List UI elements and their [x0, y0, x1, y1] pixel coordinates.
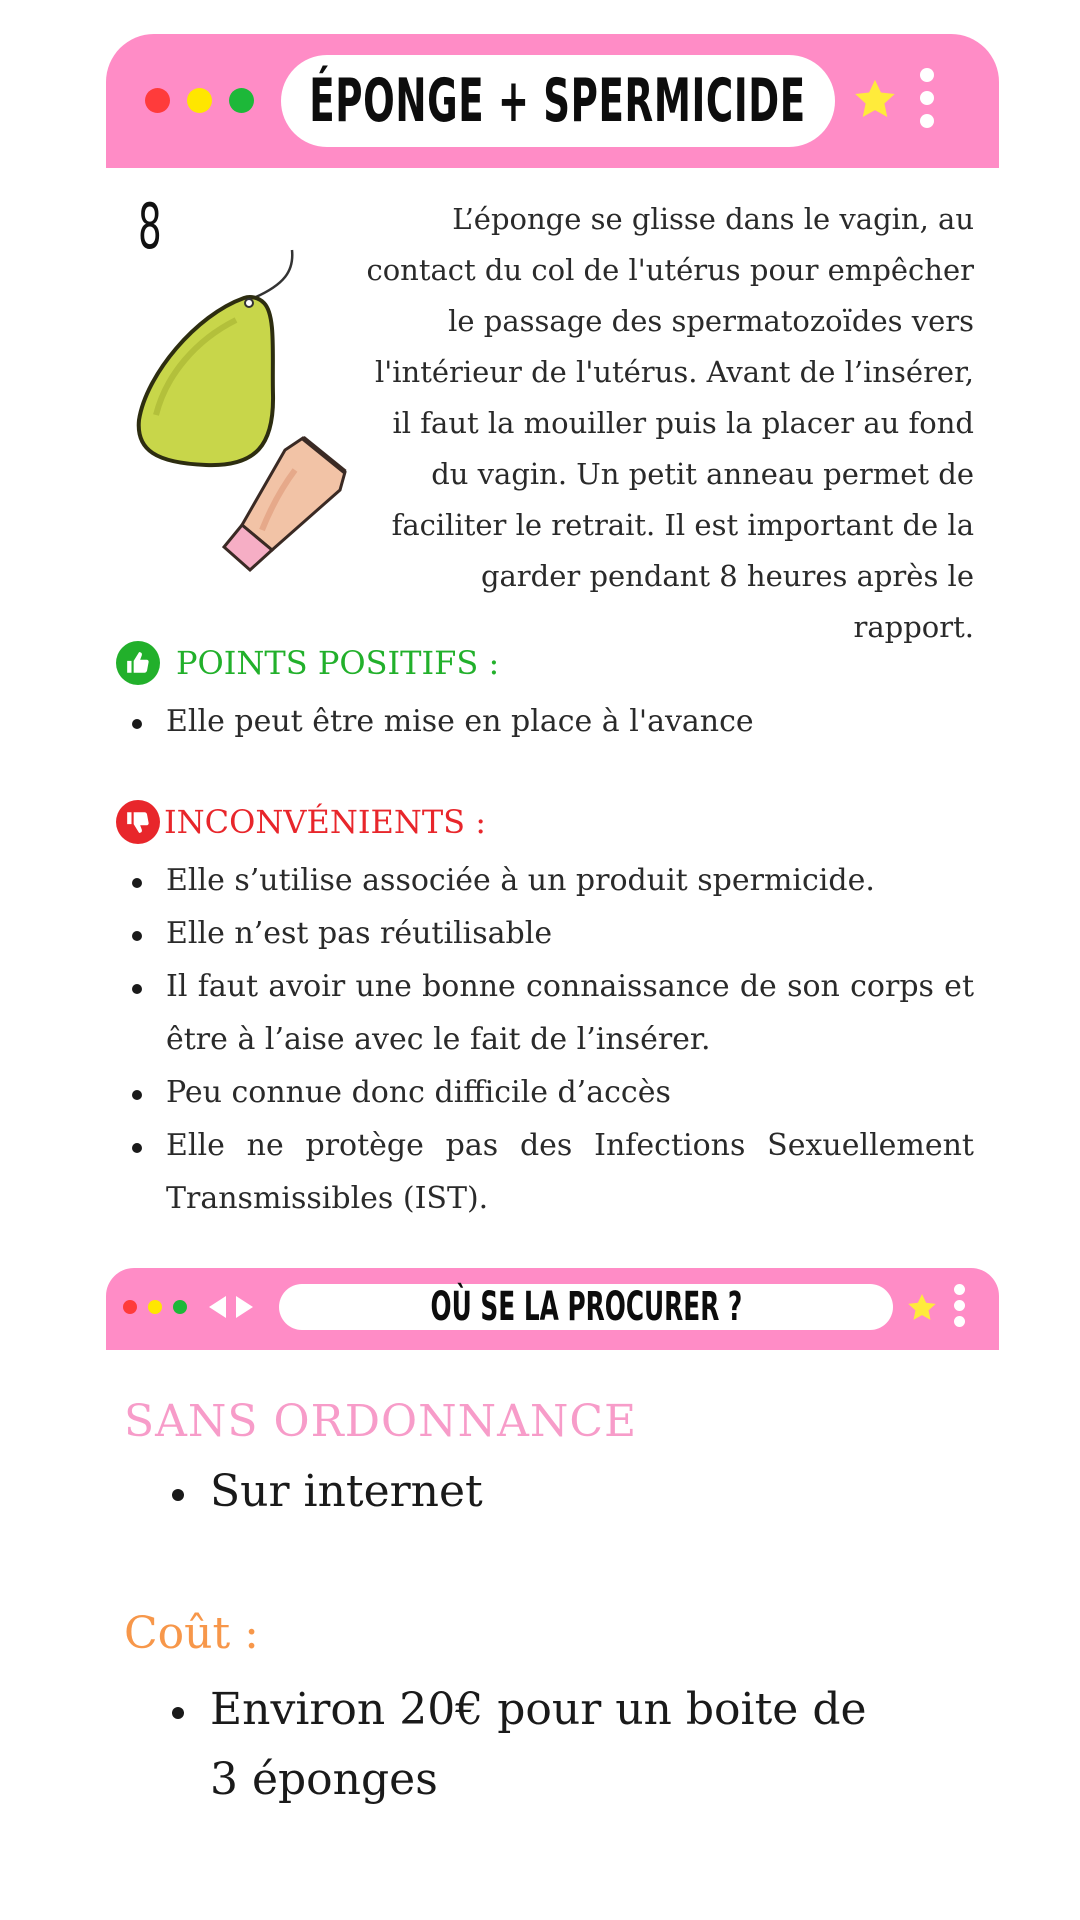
- positives-list: [116, 695, 976, 748]
- more-vertical-icon[interactable]: [954, 1284, 965, 1336]
- list-item: Environ 20€ pour un boite de 3 éponges: [210, 1675, 890, 1815]
- window-dot-green: [229, 88, 254, 113]
- description: L’éponge se glisse dans le vagin, au contact du col de l'utérus pour empêcher le passage des spermatozoïdes vers l'intérieur de l'utérus. Avant de l’insérer, il faut la mouiller puis la placer au fond du vagin. Un petit anneau permet de faciliter le retrait. Il est important de la garder pendant 8 heures après le rapport.: [366, 202, 974, 644]
- list-item: Elle peut être mise en place à l'avance: [166, 695, 976, 748]
- list-item: Peu connue donc difficile d’accès: [166, 1066, 974, 1119]
- spermicide-tube-illustration: [210, 430, 350, 580]
- negatives-heading: [116, 800, 974, 844]
- window-dot-red: [145, 88, 170, 113]
- cost-section: [124, 1608, 964, 1815]
- more-vertical-icon[interactable]: [920, 68, 934, 137]
- arrow-right-icon[interactable]: [234, 1294, 256, 1324]
- cost-list: [124, 1675, 890, 1815]
- negatives-section: [116, 800, 974, 1225]
- no-prescription-list: [124, 1457, 964, 1527]
- no-prescription-section: [124, 1396, 964, 1527]
- list-item: Elle s’utilise associée à un produit spermicide.: [166, 854, 974, 907]
- star-icon[interactable]: [852, 77, 898, 123]
- card-number: 8: [138, 190, 162, 263]
- negatives-list: [116, 854, 974, 1225]
- list-item: Il faut avoir une bonne connaissance de son corps et être à l’aise avec le fait de l’insérer.: [166, 960, 974, 1066]
- where-pill: [279, 1284, 893, 1330]
- title-pill: [281, 55, 835, 147]
- arrow-left-icon[interactable]: [206, 1294, 228, 1324]
- window-dot-red: [123, 1300, 137, 1314]
- positives-title: POINTS POSITIFS :: [176, 644, 500, 682]
- cost-title: Coût :: [124, 1608, 259, 1659]
- star-icon[interactable]: [906, 1292, 938, 1324]
- window-dot-green: [173, 1300, 187, 1314]
- thumbs-up-icon: [116, 641, 160, 685]
- window-dot-yellow: [187, 88, 212, 113]
- list-item: Elle n’est pas réutilisable: [166, 907, 974, 960]
- window-dot-yellow: [148, 1300, 162, 1314]
- no-prescription-title: SANS ORDONNANCE: [124, 1396, 638, 1447]
- list-item: Elle ne protège pas des Infections Sexuellement Transmissibles (IST).: [166, 1119, 974, 1225]
- where-title: OÙ SE LA PROCURER ?: [430, 1284, 742, 1330]
- positives-heading: [116, 641, 976, 685]
- negatives-title: INCONVÉNIENTS :: [164, 803, 487, 841]
- page-title: ÉPONGE + SPERMICIDE: [309, 66, 807, 136]
- positives-section: [116, 641, 976, 748]
- thumbs-down-icon: [116, 800, 160, 844]
- list-item: Sur internet: [210, 1457, 964, 1527]
